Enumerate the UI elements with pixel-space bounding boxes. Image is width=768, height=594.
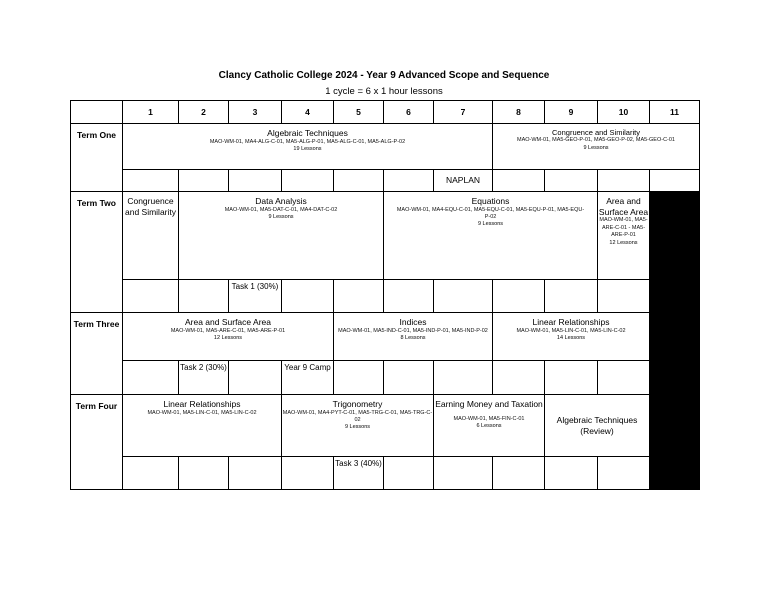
document-subtitle: 1 cycle = 6 x 1 hour lessons bbox=[325, 86, 443, 97]
empty-cell bbox=[598, 280, 650, 313]
unit-lessons: 12 Lessons bbox=[213, 335, 243, 342]
empty-cell bbox=[545, 170, 598, 192]
linear-relationships-block bbox=[123, 395, 282, 457]
col-header-11: 11 bbox=[650, 101, 700, 124]
empty-cell bbox=[229, 457, 282, 490]
term-four-assessment-row bbox=[71, 457, 700, 490]
unit-codes: MAO-WM-01, MA5-LIN-C-01, MA5-LIN-C-02 bbox=[147, 409, 257, 416]
term-four-label: Term Four bbox=[71, 395, 123, 490]
empty-cell bbox=[123, 361, 179, 395]
term-four-row bbox=[71, 395, 700, 457]
earning-money-block bbox=[434, 395, 545, 457]
empty-cell bbox=[229, 170, 282, 192]
data-analysis-block bbox=[179, 192, 384, 280]
blocked-cell bbox=[650, 313, 700, 490]
unit-title: Algebraic Techniques bbox=[267, 128, 348, 138]
col-header-6: 6 bbox=[384, 101, 434, 124]
unit-lessons: 8 Lessons bbox=[400, 335, 426, 342]
unit-lessons: 9 Lessons bbox=[344, 424, 371, 431]
empty-cell bbox=[334, 170, 384, 192]
empty-cell bbox=[384, 457, 434, 490]
col-header-5: 5 bbox=[334, 101, 384, 124]
unit-title: Linear Relationships bbox=[532, 317, 610, 327]
congruence-similarity-block bbox=[493, 124, 700, 170]
empty-cell bbox=[545, 280, 598, 313]
empty-cell bbox=[598, 457, 650, 490]
task-label: Task 3 (40%) bbox=[335, 459, 382, 468]
empty-cell bbox=[282, 280, 334, 313]
unit-title: Data Analysis bbox=[255, 196, 307, 206]
document-title: Clancy Catholic College 2024 - Year 9 Advanced Scope and Sequence bbox=[218, 70, 550, 81]
term-two-assessment-row bbox=[71, 280, 700, 313]
term-two-row bbox=[71, 192, 700, 280]
unit-codes: MAO-WM-01, MA5-IND-C-01, MA5-IND-P-01, MA5-IND-P-02 bbox=[338, 327, 488, 334]
empty-cell bbox=[598, 361, 650, 395]
unit-codes: MAO-WM-01, MA5-FIN-C-01 bbox=[453, 415, 525, 422]
camp-label: Year 9 Camp bbox=[284, 363, 331, 372]
unit-codes: MAO-WM-01, MA4-PYT-C-01, MA5-TRG-C-01, MA5-TRG-C-02 bbox=[282, 409, 433, 424]
term-three-row bbox=[71, 313, 700, 361]
unit-lessons: 19 Lessons bbox=[293, 146, 322, 153]
equations-block bbox=[384, 192, 598, 280]
task-2-cell bbox=[179, 361, 229, 395]
empty-cell bbox=[384, 170, 434, 192]
task-label: Task 2 (30%) bbox=[180, 363, 227, 372]
col-header-1: 1 bbox=[123, 101, 179, 124]
area-surface-block bbox=[598, 192, 650, 280]
empty-cell bbox=[545, 457, 598, 490]
congruence-cell bbox=[123, 192, 179, 280]
unit-title: Earning Money and Taxation bbox=[435, 399, 543, 409]
unit-lessons: 9 Lessons bbox=[583, 144, 609, 151]
indices-block bbox=[334, 313, 493, 361]
unit-title: Indices bbox=[399, 317, 427, 327]
empty-cell bbox=[282, 457, 334, 490]
empty-cell bbox=[384, 280, 434, 313]
empty-cell bbox=[334, 280, 384, 313]
empty-cell bbox=[650, 170, 700, 192]
task-3-cell bbox=[334, 457, 384, 490]
term-two-label: Term Two bbox=[71, 192, 123, 313]
empty-cell bbox=[434, 280, 493, 313]
term-one-label: Term One bbox=[71, 124, 123, 192]
unit-title: Area and Surface Area bbox=[184, 317, 271, 327]
unit-lessons: 14 Lessons bbox=[556, 335, 586, 342]
term-one-assessment-row bbox=[71, 170, 700, 192]
unit-lessons: 9 Lessons bbox=[477, 221, 504, 228]
header-row bbox=[71, 101, 700, 124]
empty-cell bbox=[229, 361, 282, 395]
unit-title: Algebraic Techniques (Review) bbox=[556, 414, 638, 436]
algebraic-review-block bbox=[545, 395, 650, 457]
empty-cell bbox=[493, 457, 545, 490]
unit-codes: MAO-WM-01, MA5-ARE-C-01, MA5-ARE-P-01 bbox=[170, 327, 286, 334]
empty-cell bbox=[493, 170, 545, 192]
unit-codes: MAO-WM-01, MA5-ARE-C-01 - MA5-ARE-P-01 bbox=[599, 217, 648, 239]
corner-cell bbox=[71, 101, 123, 124]
task-1-cell bbox=[229, 280, 282, 313]
unit-codes: MAO-WM-01, MA5-LIN-C-01, MA5-LIN-C-02 bbox=[516, 327, 626, 334]
col-header-3: 3 bbox=[229, 101, 282, 124]
unit-lessons: 6 Lessons bbox=[476, 423, 502, 430]
empty-cell bbox=[434, 457, 493, 490]
linear-relationships-block bbox=[493, 313, 650, 361]
empty-cell bbox=[282, 170, 334, 192]
empty-cell bbox=[123, 457, 179, 490]
unit-lessons: 9 Lessons bbox=[268, 214, 294, 221]
term-three-label: Term Three bbox=[71, 313, 123, 395]
empty-cell bbox=[123, 170, 179, 192]
naplan-cell: NAPLAN bbox=[434, 170, 493, 192]
unit-title: Trigonometry bbox=[332, 399, 383, 409]
empty-cell bbox=[493, 361, 545, 395]
col-header-9: 9 bbox=[545, 101, 598, 124]
col-header-10: 10 bbox=[598, 101, 650, 124]
unit-codes: MAO-WM-01, MA5-DAT-C-01, MA4-DAT-C-02 bbox=[224, 206, 338, 213]
unit-title: Congruence and Similarity bbox=[124, 196, 177, 217]
empty-cell bbox=[179, 170, 229, 192]
col-header-7: 7 bbox=[434, 101, 493, 124]
empty-cell bbox=[434, 361, 493, 395]
algebraic-techniques-block bbox=[123, 124, 493, 170]
term-three-assessment-row bbox=[71, 361, 700, 395]
empty-cell bbox=[179, 457, 229, 490]
area-surface-block bbox=[123, 313, 334, 361]
empty-cell bbox=[384, 361, 434, 395]
empty-cell bbox=[179, 280, 229, 313]
unit-codes: MAO-WM-01, MA4-ALG-C-01, MA5-ALG-P-01, MA5-ALG-C-01, MA5-ALG-P-02 bbox=[209, 138, 406, 145]
unit-title: Area and Surface Area bbox=[598, 196, 649, 217]
unit-title: Equations bbox=[471, 196, 510, 206]
unit-title: Linear Relationships bbox=[163, 399, 241, 409]
empty-cell bbox=[334, 361, 384, 395]
empty-cell bbox=[493, 280, 545, 313]
col-header-8: 8 bbox=[493, 101, 545, 124]
empty-cell bbox=[123, 280, 179, 313]
unit-lessons: 12 Lessons bbox=[609, 239, 638, 246]
task-label: Task 1 (30%) bbox=[231, 282, 279, 291]
blocked-cell bbox=[650, 192, 700, 313]
col-header-4: 4 bbox=[282, 101, 334, 124]
year9-camp-cell bbox=[282, 361, 334, 395]
empty-cell bbox=[598, 170, 650, 192]
unit-codes: MAO-WM-01, MA5-GEO-P-01, MA5-GEO-P-02, MA5-GEO-C-01 bbox=[517, 137, 675, 144]
trigonometry-block bbox=[282, 395, 434, 457]
empty-cell bbox=[545, 361, 598, 395]
unit-codes: MAO-WM-01, MA4-EQU-C-01, MA5-EQU-C-01, MA5-EQU-P-01, MA5-EQU-P-02 bbox=[396, 206, 585, 221]
term-one-row bbox=[71, 124, 700, 170]
unit-title: Congruence and Similarity bbox=[552, 128, 640, 137]
scope-sequence-table bbox=[70, 100, 700, 490]
col-header-2: 2 bbox=[179, 101, 229, 124]
